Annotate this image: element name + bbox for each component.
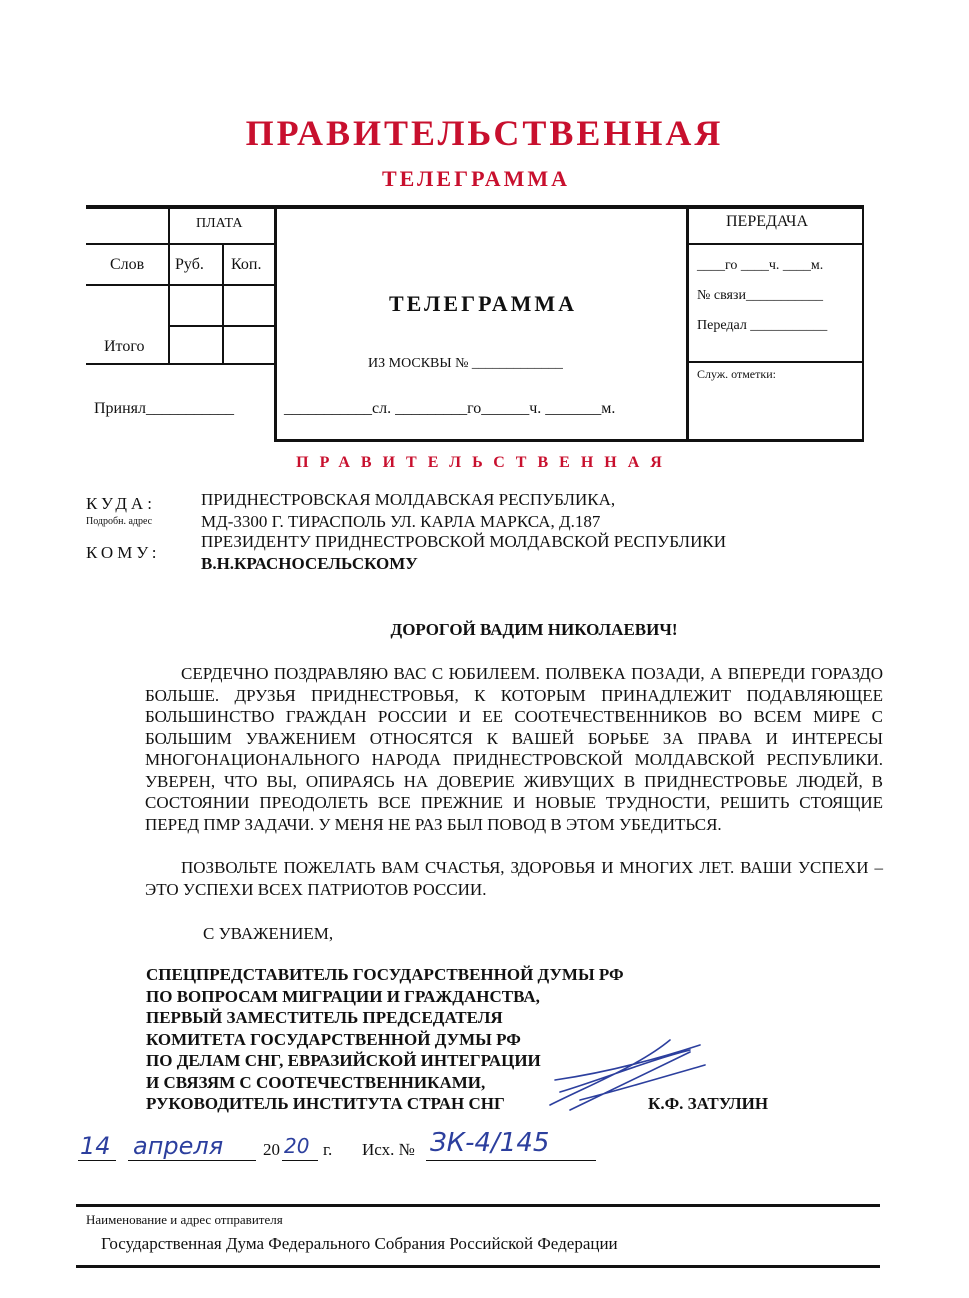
iz-moskvy-field: ИЗ МОСКВЫ № _____________	[368, 356, 563, 371]
handwritten-signature-icon	[540, 1030, 720, 1120]
sender-name: Государственная Дума Федерального Собрания Российской Федерации	[101, 1234, 618, 1253]
letter-closing: С УВАЖЕНИЕМ,	[203, 924, 334, 943]
form-rule	[86, 284, 276, 286]
signature-line: И СВЯЗЯМ С СООТЕЧЕСТВЕННИКАМИ,	[146, 1072, 486, 1092]
signatory-name: К.Ф. ЗАТУЛИН	[648, 1094, 769, 1113]
kuda-line-2: МД-3300 Г. ТИРАСПОЛЬ УЛ. КАРЛА МАРКСА, Д.187	[201, 512, 601, 531]
date-month: апреля	[133, 1132, 224, 1160]
prinyal-field: Принял___________	[94, 400, 235, 417]
kop-label: Коп.	[231, 256, 262, 273]
signature-line: ПЕРВЫЙ ЗАМЕСТИТЕЛЬ ПРЕДСЕДАТЕЛЯ	[146, 1008, 503, 1027]
underline	[426, 1160, 596, 1161]
letter-greeting: ДОРОГОЙ ВАДИМ НИКОЛАЕВИЧ!	[390, 620, 678, 639]
form-rule	[274, 205, 277, 441]
rub-label: Руб.	[175, 256, 204, 273]
letter-paragraph-2: ПОЗВОЛЬТЕ ПОЖЕЛАТЬ ВАМ СЧАСТЬЯ, ЗДОРОВЬЯ И МНОГИХ ЛЕТ. ВАШИ УСПЕХИ – ЭТО УСПЕХИ ВСЕХ ПАТРИОТОВ РОССИИ.	[145, 858, 883, 899]
form-top-border	[86, 205, 864, 209]
komu-line-1: ПРЕЗИДЕНТУ ПРИДНЕСТРОВСКОЙ МОЛДАВСКОЙ РЕСПУБЛИКИ	[201, 532, 726, 551]
form-rule	[686, 361, 864, 363]
komu-label: КОМУ:	[86, 543, 161, 562]
sent-time-field: ___________сл. _________го______ч. _______м.	[284, 400, 616, 417]
form-rule	[168, 205, 170, 365]
podrobn-label: Подробн. адрес	[86, 516, 153, 527]
itogo-label: Итого	[104, 338, 145, 355]
document-title: ПРАВИТЕЛЬСТВЕННАЯ	[245, 113, 724, 153]
signature-line: ПО ДЕЛАМ СНГ, ЕВРАЗИЙСКОЙ ИНТЕГРАЦИИ	[146, 1051, 541, 1070]
sender-label: Наименование и адрес отправителя	[86, 1212, 283, 1227]
form-rule	[222, 243, 224, 365]
form-rule	[686, 205, 689, 441]
signature-line: КОМИТЕТА ГОСУДАРСТВЕННОЙ ДУМЫ РФ	[146, 1029, 521, 1049]
document-subtitle: ТЕЛЕГРАММА	[381, 166, 571, 191]
form-right-border	[862, 205, 864, 442]
kuda-line-1: ПРИДНЕСТРОВСКАЯ МОЛДАВСКАЯ РЕСПУБЛИКА,	[201, 490, 616, 509]
form-rule	[86, 243, 276, 245]
isx-label: Исх. №	[362, 1140, 415, 1159]
signature-line: РУКОВОДИТЕЛЬ ИНСТИТУТА СТРАН СНГ	[146, 1094, 505, 1113]
underline	[128, 1160, 256, 1161]
category-label: ПРАВИТЕЛЬСТВЕННАЯ	[296, 454, 673, 471]
plata-label: ПЛАТА	[196, 216, 243, 231]
komu-line-2: В.Н.КРАСНОСЕЛЬСКОМУ	[201, 554, 418, 573]
letter-paragraph-1: СЕРДЕЧНО ПОЗДРАВЛЯЮ ВАС С ЮБИЛЕЕМ. ПОЛВЕКА ПОЗАДИ, А ВПЕРЕДИ ГОРАЗДО БОЛЬШЕ. ДРУЗЬЯ ПРИДНЕСТРОВЬЯ, К КОТОРЫМ ПРИНАДЛЕЖИТ ПОДАВЛЯЮЩЕЕ БОЛЬШИНСТВО ГРАЖДАН РОССИИ И ЕЕ СООТЕЧЕСТВЕННИКОВ ВО ВСЕМ МИРЕ С БОЛЬШИМ УВАЖЕНИЕМ ОТНОСЯТСЯ К ВАШЕЙ БОРЬБЕ ЗА ПРАВА И ИНТЕРЕСЫ МНОГОНАЦИОНАЛЬНОГО НАРОДА ПРИДНЕСТРОВСКОЙ МОЛДАВСКОЙ РЕСПУБЛИКИ. УВЕРЕН, ЧТО ВЫ, ОПИРАЯСЬ НА ДОВЕРИЕ ЖИВУЩИХ В ПРИДНЕСТРОВЬЕ ЛЮДЕЙ, В СОСТОЯНИИ ПРЕОДОЛЕТЬ ВСЕ ПРЕЖНИЕ И НОВЫЕ ТРУДНОСТИ, РЕШИТЬ СТОЯЩИЕ ПЕРЕД ПМР ЗАДАЧИ. У МЕНЯ НЕ РАЗ БЫЛ ПОВОД В ЭТОМ УБЕДИТЬСЯ.	[145, 664, 883, 834]
form-rule	[686, 243, 864, 245]
form-bottom-border	[274, 439, 864, 442]
kuda-label: КУДА:	[86, 494, 156, 513]
underline	[282, 1160, 318, 1161]
sluzh-otmetki-label: Служ. отметки:	[697, 367, 776, 381]
isx-number: ЗК-4/145	[430, 1128, 550, 1158]
svyazi-field: № связи___________	[697, 288, 823, 303]
peredacha-label: ПЕРЕДАЧА	[726, 213, 808, 230]
date-day: 14	[80, 1132, 111, 1160]
sender-bottom-border	[76, 1265, 880, 1268]
underline	[78, 1160, 116, 1161]
date-year-suffix: 20	[284, 1134, 310, 1158]
signature-line: ПО ВОПРОСАМ МИГРАЦИИ И ГРАЖДАНСТВА,	[146, 986, 540, 1006]
signature-line: СПЕЦПРЕДСТАВИТЕЛЬ ГОСУДАРСТВЕННОЙ ДУМЫ РФ	[146, 965, 624, 984]
transmission-time-field: ____го ____ч. ____м.	[697, 258, 824, 273]
peredal-field: Передал ___________	[697, 318, 828, 333]
telegram-center-title: ТЕЛЕГРАММА	[388, 291, 578, 316]
sender-top-border	[76, 1204, 880, 1207]
date-g: г.	[323, 1140, 333, 1159]
date-year-prefix: 20	[263, 1140, 280, 1159]
form-rule	[86, 363, 276, 365]
slov-label: Слов	[110, 256, 145, 273]
